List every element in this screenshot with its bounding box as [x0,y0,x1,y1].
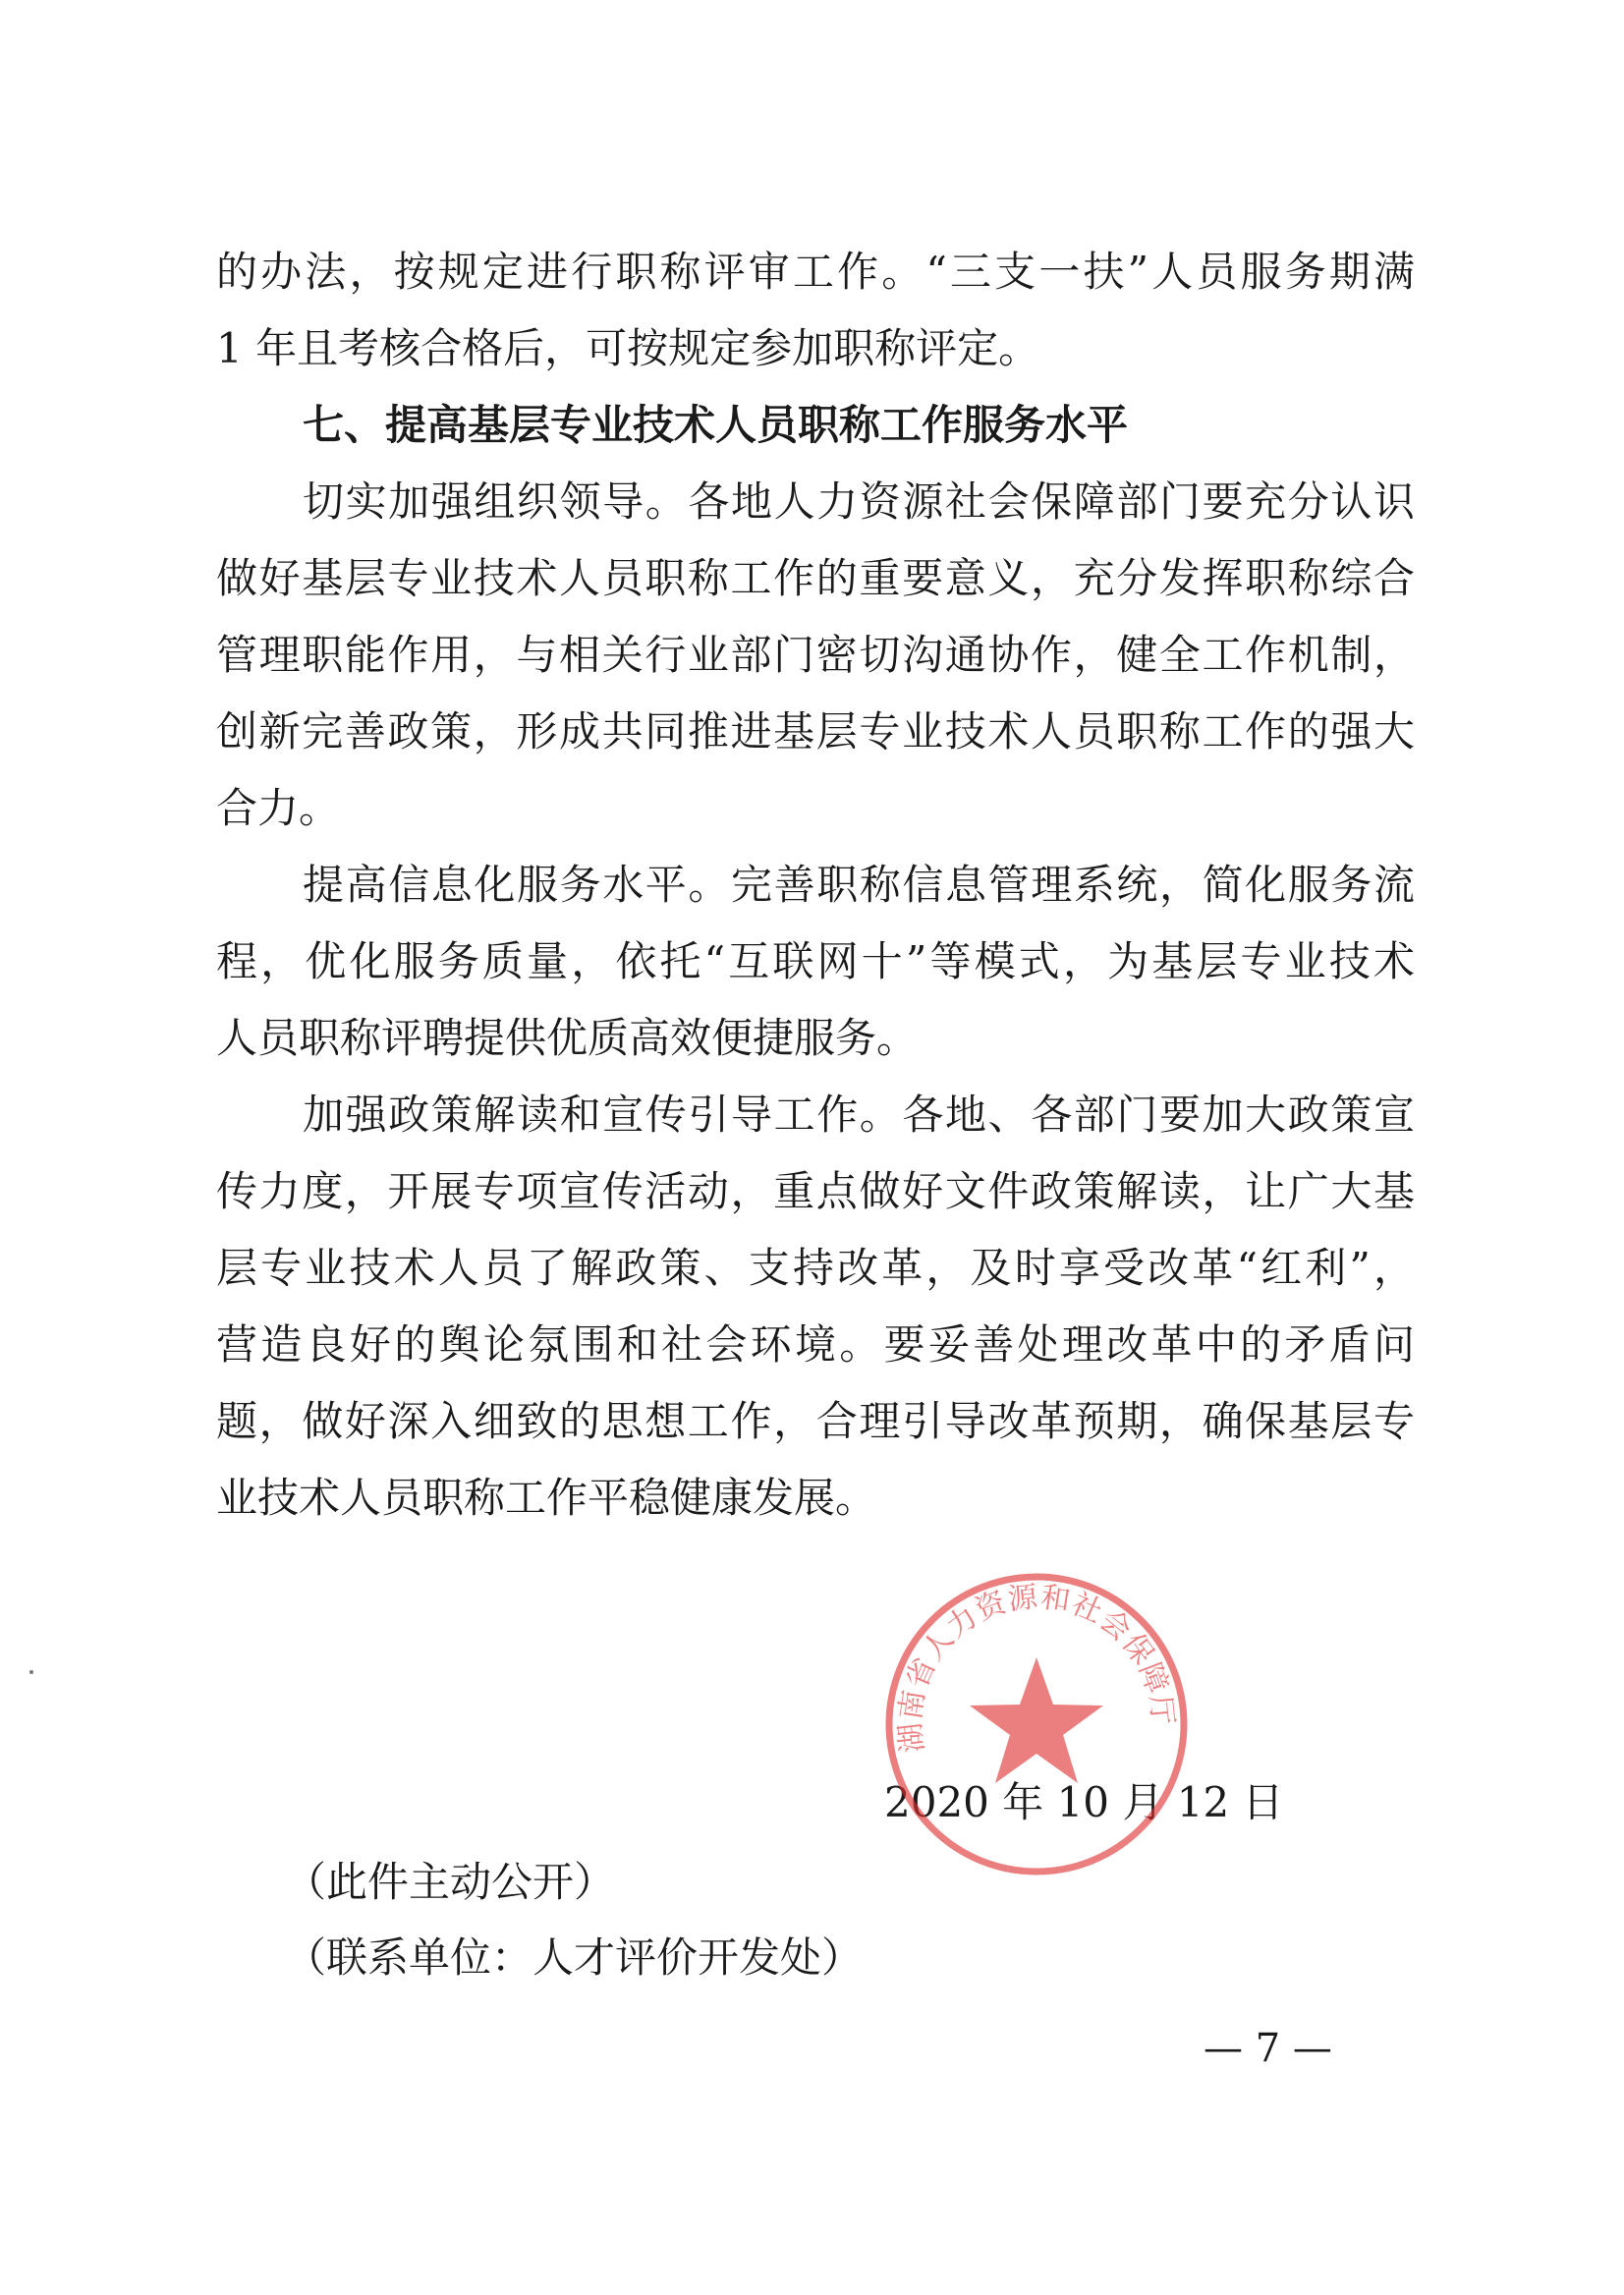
paragraph-line: 营造良好的舆论氛围和社会环境。要妥善处理改革中的矛盾问 [216,1320,1415,1369]
paragraph-line: 层专业技术人员了解政策、支持改革，及时享受改革“红利”， [216,1244,1415,1292]
paragraph-line: 人员职称评聘提供优质高效便捷服务。 [216,1014,919,1062]
seal-graphic [879,1567,1194,1881]
public-notice: （此件主动公开） [285,1858,616,1906]
contact-unit: （联系单位：人才评价开发处） [285,1933,864,1982]
seal-text: 湖南省人力资源和社会保障厅 [893,1580,1180,1755]
section-heading: 七、提高基层专业技术人员职称工作服务水平 [303,401,1129,449]
paragraph-line: 提高信息化服务水平。完善职称信息管理系统，简化服务流 [303,861,1415,909]
paragraph-line: 程，优化服务质量，依托“互联网十”等模式，为基层专业技术 [216,937,1415,985]
paragraph-line: 的办法，按规定进行职称评审工作。“三支一扶”人员服务期满 [216,248,1415,296]
paragraph-line: 创新完善政策，形成共同推进基层专业技术人员职称工作的强大 [216,707,1415,756]
paragraph-line: 1 年且考核合格后，可按规定参加职称评定。 [216,324,1040,372]
paragraph-line: 加强政策解读和宣传引导工作。各地、各部门要加大政策宣 [303,1091,1415,1139]
star-icon [970,1657,1103,1783]
document-body [216,234,1415,1537]
paragraph-line: 做好基层专业技术人员职称工作的重要意义，充分发挥职称综合 [216,554,1415,602]
page-number: — 7 — [1204,2026,1332,2071]
paragraph-line: 业技术人员职称工作平稳健康发展。 [216,1474,877,1522]
paragraph-line: 管理职能作用，与相关行业部门密切沟通协作，健全工作机制， [216,631,1415,679]
paragraph-line: 合力。 [216,784,341,832]
paragraph-line: 题，做好深入细致的思想工作，合理引导改革预期，确保基层专 [216,1397,1415,1445]
paragraph-line: 切实加强组织领导。各地人力资源社会保障部门要充分认识 [303,477,1415,526]
official-seal [879,1567,1194,1881]
paragraph-line: 传力度，开展专项宣传活动，重点做好文件政策解读，让广大基 [216,1167,1415,1215]
scan-speck [29,1670,33,1674]
document-date: 2020 年 10 月 12 日 [884,1778,1284,1826]
